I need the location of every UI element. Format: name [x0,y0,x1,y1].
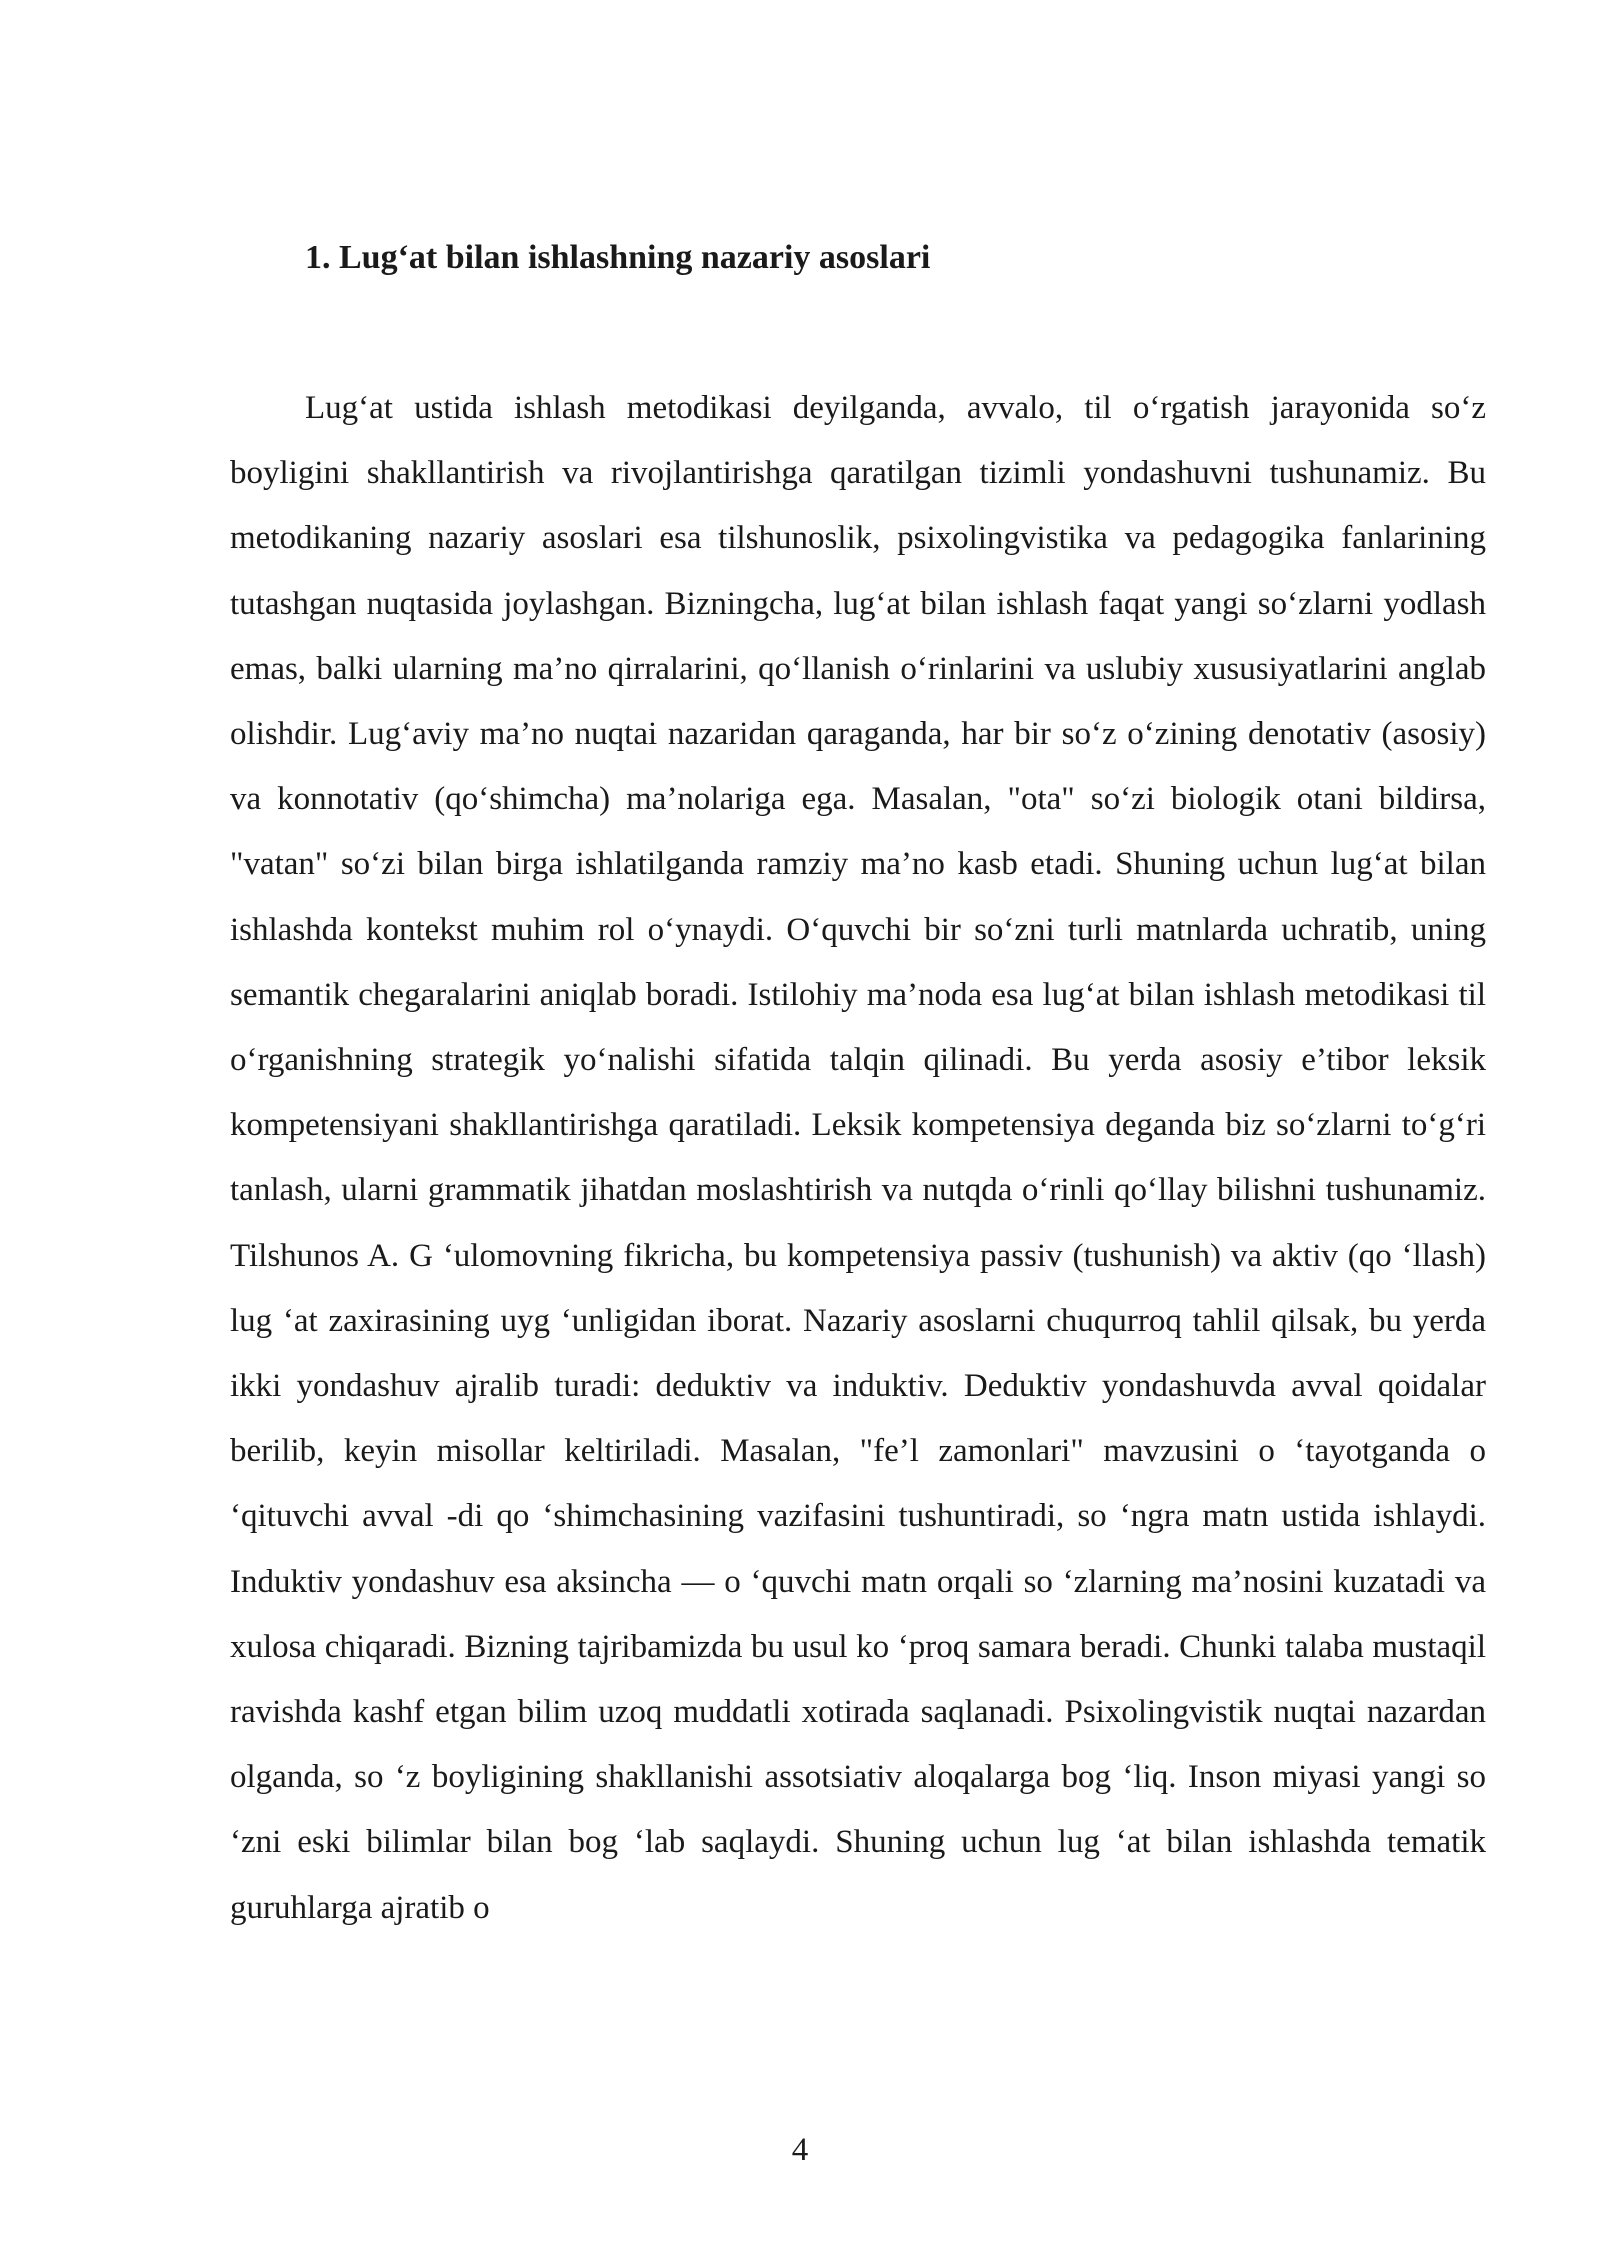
body-paragraph: Lug‘at ustida ishlash metodikasi deyilganda, avvalo, til o‘rgatish jarayonida so‘z boyligini shakllantirish va rivojlantirishga qaratilgan tizimli yondashuvni tushunamiz. Bu metodikaning nazariy asoslari esa tilshunoslik, psixolingvistika va pedagogika fanlarining tutashgan nuqtasida joylashgan. Bizningcha, lug‘at bilan ishlash faqat yangi so‘zlarni yodlash emas, balki ularning ma’no qirralarini, qo‘llanish o‘rinlarini va uslubiy xususiyatlarini anglab olishdir. Lug‘aviy ma’no nuqtai nazaridan qaraganda, har bir so‘z o‘zining denotativ (asosiy) va konnotativ (qo‘shimcha) ma’nolariga ega. Masalan, "ota" so‘zi biologik otani bildirsa, "vatan" so‘zi bilan birga ishlatilganda ramziy ma’no kasb etadi. Shuning uchun lug‘at bilan ishlashda kontekst muhim rol o‘ynaydi. O‘quvchi bir so‘zni turli matnlarda uchratib, uning semantik chegaralarini aniqlab boradi. Istilohiy ma’noda esa lug‘at bilan ishlash metodikasi til o‘rganishning strategik yo‘nalishi sifatida talqin qilinadi. Bu yerda asosiy e’tibor leksik kompetensiyani shakllantirishga qaratiladi. Leksik kompetensiya deganda biz so‘zlarni to‘g‘ri tanlash, ularni grammatik jihatdan moslashtirish va nutqda o‘rinli qo‘llay bilishni tushunamiz. Tilshunos A. G ‘ulomovning fikricha, bu kompetensiya passiv (tushunish) va aktiv (qo ‘llash) lug ‘at zaxirasining uyg ‘unligidan iborat. Nazariy asoslarni chuqurroq tahlil qilsak, bu yerda ikki yondashuv ajralib turadi: deduktiv va induktiv. Deduktiv yondashuvda avval qoidalar berilib, keyin misollar keltiriladi. Masalan, "fe’l zamonlari" mavzusini o ‘tayotganda o ‘qituvchi avval -di qo ‘shimchasining vazifasini tushuntiradi, so ‘ngra matn ustida ishlaydi. Induktiv yondashuv esa aksincha — o ‘quvchi matn orqali so ‘zlarning ma’nosini kuzatadi va xulosa chiqaradi. Bizning tajribamizda bu usul ko ‘proq samara beradi. Chunki talaba mustaqil ravishda kashf etgan bilim uzoq muddatli xotirada saqlanadi. Psixolingvistik nuqtai nazardan olganda, so ‘z boyligining shakllanishi assotsiativ aloqalarga bog ‘liq. Inson miyasi yangi so ‘zni eski bilimlar bilan bog ‘lab saqlaydi. Shuning uchun lug ‘at bilan ishlashda tematik guruhlarga ajratib o [230,390,1486,1926]
page-number: 4 [791,2132,809,2168]
section-heading: 1. Lug‘at bilan ishlashning nazariy asoslari [305,239,931,276]
